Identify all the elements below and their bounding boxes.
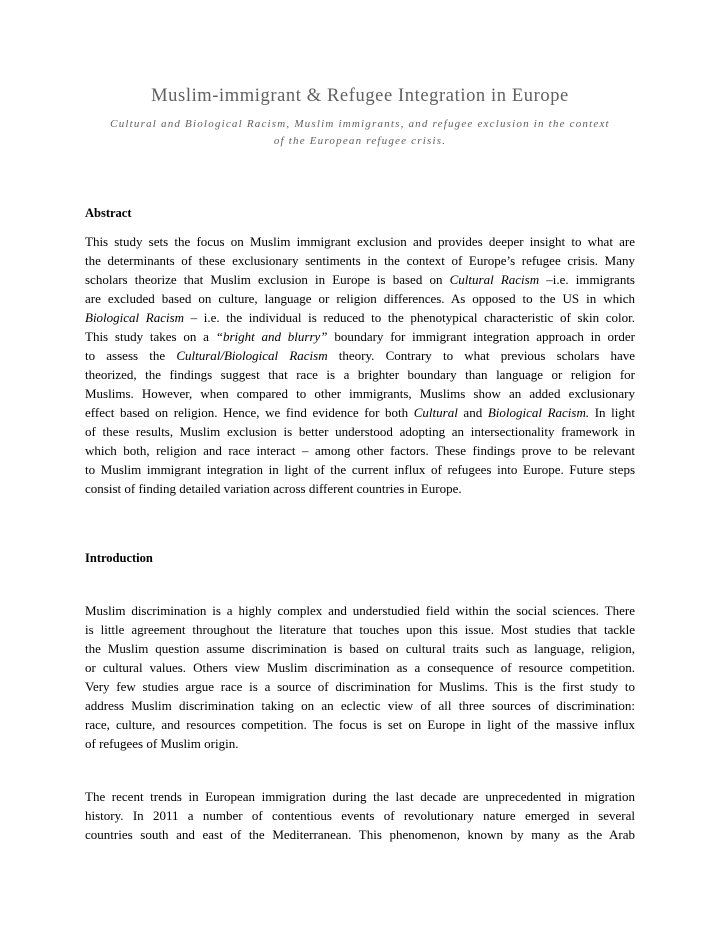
abstract-line: to Muslim immigrant integration in light of the current influx of refugees into Europe. Future steps <box>85 462 635 477</box>
italic-term: Cultural <box>413 405 458 420</box>
introduction-paragraph-2 <box>85 787 635 844</box>
abstract-line: This study sets the focus on Muslim immigrant exclusion and provides deeper insight to what are <box>85 234 635 249</box>
abstract-line: effect based on religion. Hence, we find evidence for both Cultural and Biological Racism. In light <box>85 405 635 420</box>
abstract-line: to assess the Cultural/Biological Racism theory. Contrary to what previous scholars have <box>85 348 635 363</box>
italic-term: Cultural Racism <box>449 272 540 287</box>
paper-title: Muslim-immigrant & Refugee Integration in Europe <box>151 86 569 106</box>
paragraph-line: The recent trends in European immigration during the last decade are unprecedented in migration <box>85 789 635 804</box>
abstract-line: scholars theorize that Muslim exclusion in Europe is based on Cultural Racism –i.e. immigrants <box>85 272 635 287</box>
subtitle-line: Cultural and Biological Racism, Muslim immigrants, and refugee exclusion in the context <box>110 118 610 130</box>
abstract-line: which both, religion and race interact – among other factors. These findings prove to be relevant <box>85 443 635 458</box>
introduction-heading: Introduction <box>85 551 153 565</box>
paragraph-line: Muslim discrimination is a highly complex and understudied field within the social sciences. There <box>85 603 635 618</box>
italic-term: Biological Racism <box>85 310 185 325</box>
introduction-paragraph-1 <box>85 601 635 753</box>
abstract-body <box>85 232 635 498</box>
subtitle-line: of the European refugee crisis. <box>273 135 447 147</box>
paragraph-line: address Muslim discrimination taking on an eclectic view of all three sources of discrimination: <box>85 698 635 713</box>
paragraph-line: history. In 2011 a number of contentious events of revolutionary nature emerged in several <box>85 808 635 823</box>
paragraph-line: is little agreement throughout the literature that touches upon this issue. Most studies that tackle <box>85 622 635 637</box>
italic-term: “bright and blurry” <box>215 329 328 344</box>
paragraph-line: of refugees of Muslim origin. <box>85 736 239 751</box>
paragraph-line: or cultural values. Others view Muslim discrimination as a consequence of resource competition. <box>85 660 635 675</box>
abstract-line: consist of finding detailed variation across different countries in Europe. <box>85 481 462 496</box>
paragraph-line: the Muslim question assume discrimination is based on cultural traits such as language, religion, <box>85 641 635 656</box>
abstract-line: of these results, Muslim exclusion is better understood adopting an intersectionality framework in <box>85 424 635 439</box>
abstract-heading: Abstract <box>85 206 132 220</box>
paragraph-line: Very few studies argue race is a source of discrimination for Muslims. This is the first study to <box>85 679 635 694</box>
abstract-line: Muslims. However, when compared to other immigrants, Muslims show an added exclusionary <box>85 386 635 401</box>
abstract-line: theorized, the findings suggest that race is a brighter boundary than language or religion for <box>85 367 635 382</box>
abstract-line: Biological Racism – i.e. the individual is reduced to the phenotypical characteristic of skin color. <box>85 310 635 325</box>
abstract-line: are excluded based on culture, language or religion differences. As opposed to the US in which <box>85 291 635 306</box>
paragraph-line: countries south and east of the Mediterranean. This phenomenon, known by many as the Arab <box>85 827 635 842</box>
abstract-line: the determinants of these exclusionary sentiments in the context of Europe’s refugee crisis. Many <box>85 253 635 268</box>
italic-term: Biological Racism. <box>487 405 590 420</box>
paragraph-line: race, culture, and resources competition. The focus is set on Europe in light of the massive influx <box>85 717 635 732</box>
paper-subtitle <box>84 116 636 150</box>
italic-term: Cultural/Biological Racism <box>176 348 328 363</box>
abstract-line: This study takes on a “bright and blurry” boundary for immigrant integration approach in order <box>85 329 635 344</box>
